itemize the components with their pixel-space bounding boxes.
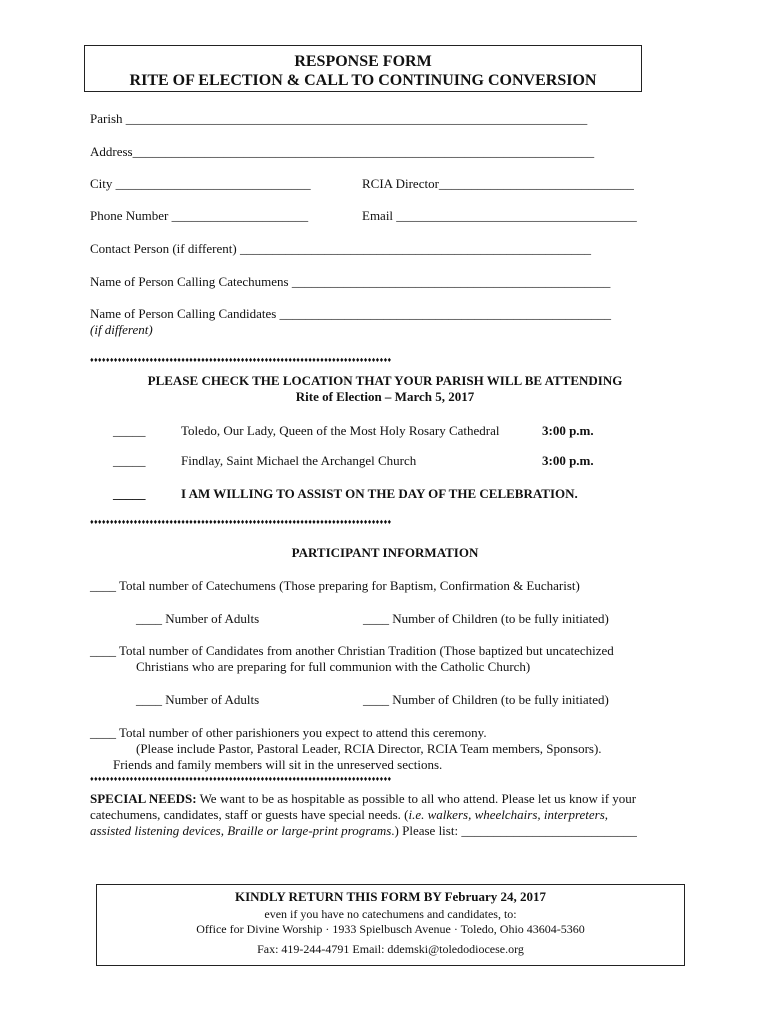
- return-address: Office for Divine Worship · 1933 Spielbusch Avenue · Toledo, Ohio 43604-5360: [196, 922, 585, 936]
- calling-candidates-field[interactable]: Name of Person Calling Candidates ___________________________________________________: [90, 306, 612, 321]
- participant-heading: PARTICIPANT INFORMATION: [291, 545, 479, 560]
- location-findlay-time: 3:00 p.m.: [542, 453, 594, 468]
- contact-person-field[interactable]: Contact Person (if different) ______________________________________________________: [90, 241, 591, 256]
- address-field[interactable]: Address_______________________________________________________________________: [90, 144, 595, 159]
- assist-label: I AM WILLING TO ASSIST ON THE DAY OF THE CELEBRATION.: [181, 486, 578, 501]
- candidates-description: Christians who are preparing for full communion with the Catholic Church): [136, 659, 531, 674]
- location-checkbox-findlay[interactable]: _____: [113, 453, 146, 468]
- special-needs-text: We want to be as hospitable as possible to all who attend. Please let us know if your: [196, 791, 637, 806]
- others-note-line1: (Please include Pastor, Pastoral Leader, RCIA Director, RCIA Team members, Sponsors).: [136, 741, 602, 756]
- special-needs-line2: [90, 807, 608, 823]
- candidates-adults-field[interactable]: ____ Number of Adults: [136, 692, 260, 707]
- email-field[interactable]: Email _____________________________________: [362, 208, 637, 223]
- phone-field[interactable]: Phone Number _____________________: [90, 208, 309, 223]
- special-needs-list-field[interactable]: .) Please list: ___________________________: [391, 823, 637, 838]
- form-subtitle: RITE OF ELECTION & CALL TO CONTINUING CONVERSION: [129, 72, 597, 89]
- assist-checkbox[interactable]: _____: [113, 486, 146, 501]
- diamond-divider: ♦♦♦♦♦♦♦♦♦♦♦♦♦♦♦♦♦♦♦♦♦♦♦♦♦♦♦♦♦♦♦♦♦♦♦♦♦♦♦♦♦♦♦♦♦♦♦♦♦♦♦♦♦♦♦♦♦♦♦♦♦♦♦♦♦♦♦♦♦♦♦♦♦♦♦♦: [90, 356, 392, 364]
- special-needs-examples-2: assisted listening devices, Braille or large-print programs: [90, 823, 392, 838]
- catechumens-children-field[interactable]: ____ Number of Children (to be fully initiated): [363, 611, 609, 626]
- others-note-line2: Friends and family members will sit in the unreserved sections.: [113, 757, 443, 772]
- location-toledo-time: 3:00 p.m.: [542, 423, 594, 438]
- return-deadline: KINDLY RETURN THIS FORM BY February 24, 2017: [234, 889, 547, 904]
- location-subheading: Rite of Election – March 5, 2017: [295, 389, 475, 404]
- rcia-director-field[interactable]: RCIA Director______________________________: [362, 176, 634, 191]
- if-different-note: (if different): [90, 322, 153, 337]
- return-note: even if you have no catechumens and candidates, to:: [264, 907, 517, 921]
- location-toledo-label: Toledo, Our Lady, Queen of the Most Holy Rosary Cathedral: [181, 423, 500, 438]
- diamond-divider: ♦♦♦♦♦♦♦♦♦♦♦♦♦♦♦♦♦♦♦♦♦♦♦♦♦♦♦♦♦♦♦♦♦♦♦♦♦♦♦♦♦♦♦♦♦♦♦♦♦♦♦♦♦♦♦♦♦♦♦♦♦♦♦♦♦♦♦♦♦♦♦♦♦♦♦♦: [90, 775, 392, 783]
- city-field[interactable]: City ______________________________: [90, 176, 311, 191]
- return-instructions-box: [96, 884, 685, 966]
- form-title: RESPONSE FORM: [294, 53, 432, 70]
- form-title-box: [84, 45, 642, 92]
- parish-field[interactable]: Parish _______________________________________________________________________: [90, 111, 588, 126]
- special-needs-examples: i.e. walkers, wheelchairs, interpreters,: [408, 807, 609, 822]
- others-total-field[interactable]: ____ Total number of other parishioners you expect to attend this ceremony.: [90, 725, 487, 740]
- candidates-total-field[interactable]: ____ Total number of Candidates from another Christian Tradition (Those baptized but uncatechized: [90, 643, 614, 658]
- location-findlay-label: Findlay, Saint Michael the Archangel Church: [181, 453, 417, 468]
- special-needs-label: SPECIAL NEEDS:: [90, 791, 197, 806]
- return-contact: Fax: 419-244-4791 Email: ddemski@toledodiocese.org: [257, 942, 524, 956]
- catechumens-adults-field[interactable]: ____ Number of Adults: [136, 611, 260, 626]
- special-needs-line3[interactable]: [90, 823, 637, 839]
- location-checkbox-toledo[interactable]: _____: [113, 423, 146, 438]
- diamond-divider: ♦♦♦♦♦♦♦♦♦♦♦♦♦♦♦♦♦♦♦♦♦♦♦♦♦♦♦♦♦♦♦♦♦♦♦♦♦♦♦♦♦♦♦♦♦♦♦♦♦♦♦♦♦♦♦♦♦♦♦♦♦♦♦♦♦♦♦♦♦♦♦♦♦♦♦♦: [90, 518, 392, 526]
- candidates-children-field[interactable]: ____ Number of Children (to be fully initiated): [363, 692, 609, 707]
- location-heading: PLEASE CHECK THE LOCATION THAT YOUR PARISH WILL BE ATTENDING: [147, 373, 623, 388]
- special-needs-line1: [90, 791, 636, 807]
- special-needs-text-2: catechumens, candidates, staff or guests have special needs. (: [90, 807, 409, 822]
- catechumens-total-field[interactable]: ____ Total number of Catechumens (Those preparing for Baptism, Confirmation & Eucharist): [90, 578, 580, 593]
- calling-catechumens-field[interactable]: Name of Person Calling Catechumens _________________________________________________: [90, 274, 611, 289]
